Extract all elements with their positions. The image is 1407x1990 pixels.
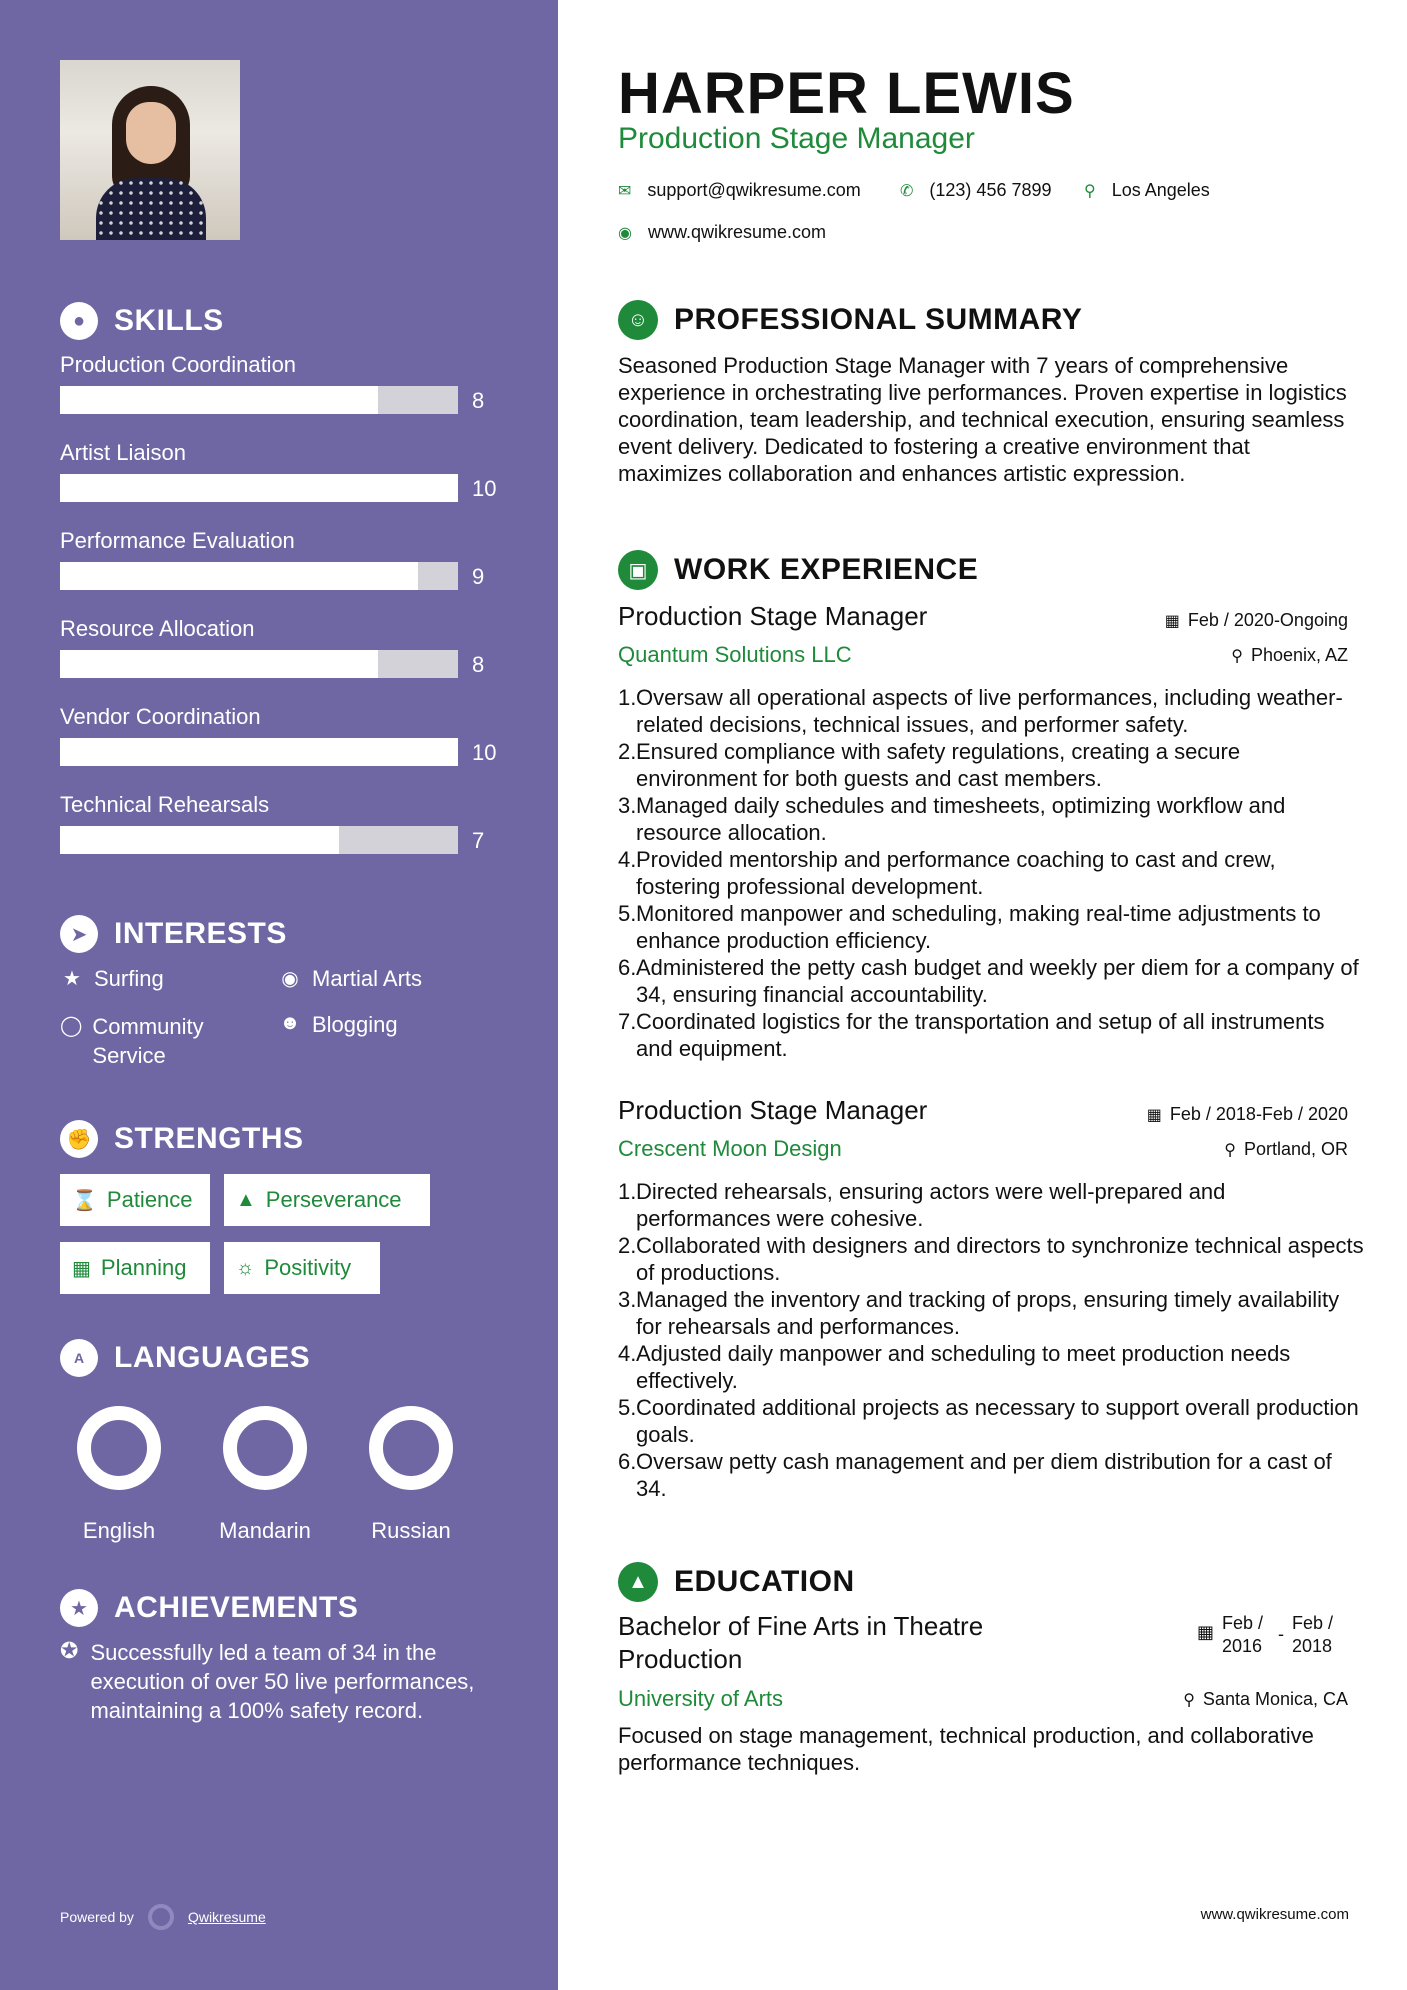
calendar-icon: ▦ xyxy=(1164,612,1180,630)
summary-text: Seasoned Production Stage Manager with 7 years of comprehensive experience in orchestrating live performances. Proven expertise in logistics coordination, team leadership, and technical execution, ensuring seamless event delivery. Dedicated to fostering a creative environment that maximizes collaboration and enhances artistic expression. xyxy=(618,353,1347,486)
skill-name: Resource Allocation xyxy=(60,616,255,641)
skill-item xyxy=(60,352,500,413)
achievement-item: ✪ Successfully led a team of 34 in the execution of over 50 live performances, maintaining a 100% safety record. xyxy=(60,1638,475,1723)
education-heading: ▲ EDUCATION xyxy=(618,1562,855,1602)
strength-tag: ▲ Perseverance xyxy=(224,1174,430,1226)
globe-icon: ◉ xyxy=(618,224,632,242)
languages-heading: A LANGUAGES xyxy=(60,1339,310,1377)
sidebar xyxy=(0,0,558,1990)
language-ring xyxy=(77,1406,161,1490)
duty-item: 2. Ensured compliance with safety regulations, creating a secure environment for both guests and cast members. xyxy=(618,739,1241,791)
interest-item: ◉ Martial Arts xyxy=(278,966,422,992)
interest-item: ◯ Community Service xyxy=(60,1014,204,1068)
duty-item: 1. Oversaw all operational aspects of live performances, including weather-related decisions, technical issues, and performer safety. xyxy=(618,685,1343,737)
envelope-icon: ✉ xyxy=(618,182,632,200)
star-medal-icon: ✪ xyxy=(60,1638,79,1663)
company-name: Crescent Moon Design xyxy=(618,1136,842,1161)
phone-icon: ✆ xyxy=(900,182,914,200)
language-item: Russian xyxy=(356,1406,466,1544)
skill-bar xyxy=(60,826,458,854)
job-date: ▦ Feb / 2018-Feb / 2020 xyxy=(1146,1104,1348,1124)
skill-bar-fill xyxy=(60,826,339,854)
globe-icon: ◉ xyxy=(281,968,299,990)
trophy-icon: ★ xyxy=(60,1589,98,1627)
calendar-icon: ▦ xyxy=(1196,1622,1214,1642)
degree-title: Bachelor of Fine Arts in Theatre Production xyxy=(618,1611,984,1674)
job-location: ⚲ Portland, OR xyxy=(1224,1139,1348,1159)
duty-item: 2. Collaborated with designers and directors to synchronize technical aspects of productions. xyxy=(618,1233,1364,1285)
shield-icon: ◯ xyxy=(60,1015,83,1037)
calendar-icon: ▦ xyxy=(1146,1106,1162,1124)
lightbulb-icon: ● xyxy=(60,302,98,340)
education-description: Focused on stage management, technical production, and collaborative performance techniques. xyxy=(618,1723,1314,1775)
skill-value: 10 xyxy=(472,476,497,501)
duty-item: 7. Coordinated logistics for the transportation and setup of all instruments and equipment. xyxy=(618,1009,1325,1061)
strength-tag: ▦ Planning xyxy=(60,1242,210,1294)
skill-item xyxy=(60,440,500,501)
briefcase-icon: ▣ xyxy=(618,550,658,590)
skill-bar-fill xyxy=(60,562,418,590)
education-dates: ▦ Feb / 2016 - Feb / 2018 xyxy=(1196,1613,1334,1656)
pin-icon: ⚲ xyxy=(1224,1141,1236,1159)
powered-by: Powered by Qwikresume xyxy=(60,1904,266,1930)
skill-name: Performance Evaluation xyxy=(60,528,295,553)
skill-item xyxy=(60,616,500,677)
duty-item: 5. Coordinated additional projects as necessary to support overall production goals. xyxy=(618,1395,1359,1447)
language-item: English xyxy=(64,1406,174,1544)
duty-item: 3. Managed daily schedules and timesheets, optimizing workflow and resource allocation. xyxy=(618,793,1286,845)
website-contact[interactable]: ◉ www.qwikresume.com xyxy=(618,222,827,242)
star-icon: ★ xyxy=(63,968,81,990)
school-location: ⚲ Santa Monica, CA xyxy=(1183,1689,1348,1709)
map-marker-icon: ⚲ xyxy=(1084,182,1096,200)
school-name: University of Arts xyxy=(618,1686,784,1711)
duty-item: 5. Monitored manpower and scheduling, making real-time adjustments to enhance production efficiency. xyxy=(618,901,1321,953)
skill-bar xyxy=(60,562,458,590)
group-icon: ☻ xyxy=(279,1012,301,1034)
interests-heading: ➤ INTERESTS xyxy=(60,915,287,953)
strengths-heading: ✊ STRENGTHS xyxy=(60,1120,304,1158)
user-icon: ☺ xyxy=(618,300,658,340)
skill-name: Vendor Coordination xyxy=(60,704,261,729)
skill-bar-fill xyxy=(60,738,458,766)
duty-item: 6. Administered the petty cash budget and weekly per diem for a company of 34, ensuring financial accountability. xyxy=(618,955,1359,1007)
strength-tag: ☼ Positivity xyxy=(224,1242,380,1294)
pin-icon: ⚲ xyxy=(1183,1691,1195,1709)
achievements-heading: ★ ACHIEVEMENTS xyxy=(60,1589,358,1627)
sun-icon: ☼ xyxy=(236,1256,255,1279)
profile-photo xyxy=(60,60,240,240)
skill-item xyxy=(60,704,500,765)
skills-heading: ● SKILLS xyxy=(60,302,224,340)
skill-name: Production Coordination xyxy=(60,352,297,377)
job-title: Production Stage Manager xyxy=(618,1095,928,1125)
candidate-name: HARPER LEWIS xyxy=(618,61,1075,126)
skill-value: 8 xyxy=(472,388,485,413)
skill-bar xyxy=(60,650,458,678)
road-icon: ▲ xyxy=(236,1188,256,1211)
candidate-role: Production Stage Manager xyxy=(618,122,975,155)
summary-heading: ☺ PROFESSIONAL SUMMARY xyxy=(618,300,1082,340)
skill-value: 9 xyxy=(472,564,485,589)
skill-name: Artist Liaison xyxy=(60,440,186,465)
email-contact[interactable]: ✉ support@qwikresume.com xyxy=(618,180,861,200)
language-ring xyxy=(223,1406,307,1490)
skill-item xyxy=(60,792,500,853)
footer-url[interactable]: www.qwikresume.com xyxy=(1200,1906,1349,1923)
duty-list xyxy=(618,684,1366,1062)
calendar-icon: ▦ xyxy=(72,1257,91,1280)
duty-list xyxy=(618,1178,1366,1502)
fist-icon: ✊ xyxy=(60,1120,98,1158)
interest-item: ☻ Blogging xyxy=(279,1012,398,1037)
pin-icon: ⚲ xyxy=(1231,647,1243,665)
qwikresume-link[interactable]: Qwikresume xyxy=(187,1909,266,1925)
job-location: ⚲ Phoenix, AZ xyxy=(1231,645,1348,665)
skill-name: Technical Rehearsals xyxy=(60,792,270,817)
skill-bar-fill xyxy=(60,386,378,414)
company-name: Quantum Solutions LLC xyxy=(618,642,852,667)
duty-item: 4. Adjusted daily manpower and scheduling to meet production needs effectively. xyxy=(618,1341,1291,1393)
duty-item: 3. Managed the inventory and tracking of props, ensuring timely availability for rehearsals and performances. xyxy=(618,1287,1340,1339)
skill-value: 7 xyxy=(472,828,485,853)
skill-bar xyxy=(60,386,458,414)
phone-contact[interactable]: ✆ (123) 456 7899 xyxy=(900,180,1052,200)
skill-bar xyxy=(60,738,458,766)
interest-item: ★ Surfing xyxy=(60,966,164,992)
experience-heading: ▣ WORK EXPERIENCE xyxy=(618,550,978,590)
skill-bar xyxy=(60,474,458,502)
job-title: Production Stage Manager xyxy=(618,601,928,631)
duty-item: 1. Directed rehearsals, ensuring actors were well-prepared and performances were cohesive. xyxy=(618,1179,1226,1231)
duty-item: 6. Oversaw petty cash management and per diem distribution for a cast of 34. xyxy=(618,1449,1332,1501)
hourglass-icon: ⌛ xyxy=(72,1189,97,1212)
language-ring xyxy=(369,1406,453,1490)
location-contact: ⚲ Los Angeles xyxy=(1084,180,1210,200)
skill-item xyxy=(60,528,500,589)
skill-bar-fill xyxy=(60,474,458,502)
strength-tag: ⌛ Patience xyxy=(60,1174,210,1226)
language-item: Mandarin xyxy=(210,1406,320,1544)
paper-plane-icon: ➤ xyxy=(60,915,98,953)
skill-value: 8 xyxy=(472,652,485,677)
duty-item: 4. Provided mentorship and performance coaching to cast and crew, fostering professional development. xyxy=(618,847,1276,899)
language-icon: A xyxy=(60,1339,98,1377)
skill-bar-fill xyxy=(60,650,378,678)
job-date: ▦ Feb / 2020-Ongoing xyxy=(1164,610,1348,630)
qwikresume-logo-icon xyxy=(148,1904,174,1930)
skill-value: 10 xyxy=(472,740,497,765)
graduation-cap-icon: ▲ xyxy=(618,1562,658,1602)
